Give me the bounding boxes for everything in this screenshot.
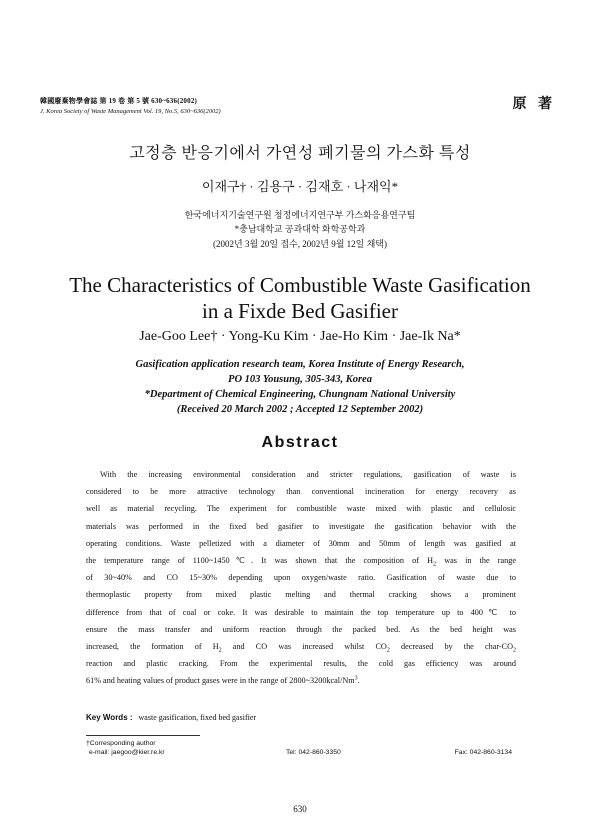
journal-citation-header [40, 96, 400, 115]
contact-fax: Fax: 042-860-3134 [454, 749, 512, 756]
affiliation-english-line: PO 103 Yousung, 305-343, Korea [228, 374, 372, 385]
footnote-divider [86, 735, 200, 736]
abstract-line: With the increasing environmental consideration and stricter regulations, gasification of waste is [100, 470, 516, 479]
original-article-badge: 原 著 [512, 97, 556, 112]
affiliation-korean-line: *충남대학교 공과대학 화학공학과 [234, 224, 366, 234]
received-dates-english: (Received 20 March 2002 ; Accepted 12 September 2002) [176, 404, 424, 415]
subscript: 2 [513, 647, 516, 654]
title-korean: 고정층 반응기에서 가연성 폐기물의 가스화 특성 [129, 145, 471, 162]
title-english-line: in a Fixde Bed Gasifier [202, 299, 398, 323]
keywords-label: Key Words : [86, 713, 133, 722]
subscript: 2 [386, 647, 390, 654]
abstract-line: operating conditions. Waste pelletized with a diameter of 30mm and 50mm of length was gasified at [86, 538, 516, 548]
abstract-line: well as material recycling. The experiment for combustible waste mixed with plastic and cellulosic [86, 504, 516, 514]
title-english-line: The Characteristics of Combustible Waste Gasification [69, 273, 531, 297]
abstract-line: reaction and plastic cracking. From the experimental results, the cold gas efficiency was around [86, 659, 516, 669]
journal-citation-english: J. Korea Society of Waste Management Vol. 19, No.5, 630~636(2002) [40, 108, 221, 115]
subscript: 2 [433, 561, 437, 568]
abstract-line: materials was performed in the fixed bed gasifier to investigate the gasification behavior with the [86, 521, 516, 531]
abstract-line: 61% and heating values of product gases were in the range of 2800~3200kcal/Nm$^3$. [86, 675, 360, 686]
abstract-line: thermoplastic property from mixed plastic melting and thermal cracking shows a prominent [86, 590, 516, 600]
abstract-line: of 30~40% and CO 15~30% depending upon oxygen/waste ratio. Gasification of waste due to [86, 573, 516, 583]
abstract-heading: Abstract [261, 434, 339, 451]
affiliation-korean-line: 한국에너지기술연구원 청정에너지연구부 가스화응용연구팀 [184, 210, 416, 220]
footnote [86, 740, 516, 760]
corresponding-author-note: †Corresponding author [86, 740, 156, 747]
abstract-line: the temperature range of 1100~1450℃. It was shown that the composition of $H_2$ was in the range [86, 556, 516, 568]
affiliation-english-line: Gasification application research team, Korea Institute of Energy Research, [135, 359, 465, 370]
superscript: 3 [354, 675, 358, 682]
affiliation-english-line: *Department of Chemical Engineering, Chungnam National University [144, 389, 456, 400]
authors-korean: 이재구† · 김용구 · 김재호 · 나재익* [201, 179, 399, 194]
received-dates-korean: (2002년 3월 20일 접수, 2002년 9월 12일 채택) [213, 239, 387, 249]
contact-row [86, 749, 516, 760]
authors-english: Jae-Goo Lee† · Yong-Ku Kim · Jae-Ho Kim · Jae-Ik Na* [139, 329, 461, 344]
page-number: 630 [293, 804, 307, 814]
abstract-line: increased, the formation of $H_2$ and CO was increased whilst $CO_2$ decreased by the char-$CO_2$ [86, 642, 516, 654]
keywords [86, 713, 256, 722]
subscript: 2 [218, 647, 222, 654]
keywords-value: waste gasification, fixed bed gasifier [138, 713, 257, 722]
abstract-line: ensure the mass transfer and uniform reaction through the packed bed. As the bed height was [86, 624, 516, 634]
title-english [0, 272, 600, 324]
journal-citation-korean: 韓國廢棄物學會誌 第 19 卷 第 5 號 630~636(2002) [40, 97, 198, 105]
abstract-body [86, 466, 516, 690]
contact-email: e-mail: jaegoo@kier.re.kr [89, 749, 165, 756]
abstract-line: considered to be more attractive technology than conventional incineration for energy recovery as [86, 487, 516, 497]
contact-phone: Tel: 042-860-3350 [286, 749, 341, 756]
abstract-line: difference from that of coal or coke. It was desirable to maintain the top temperature up to 400℃ to [86, 607, 516, 617]
